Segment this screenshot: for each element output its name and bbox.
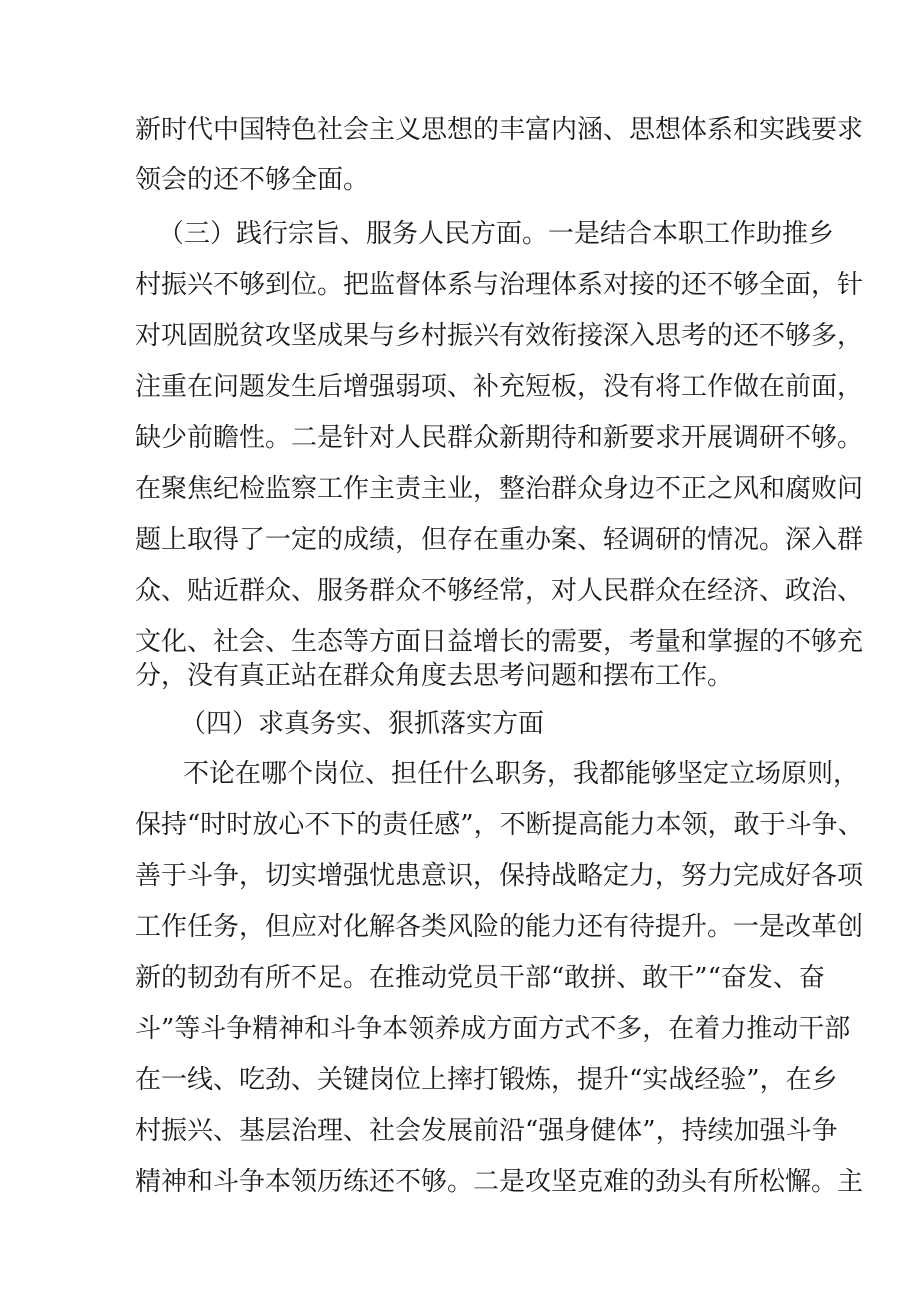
text-line: 工作任务，但应对化解各类风险的能力还有待提升。一是改革创 [135, 912, 864, 942]
text-line: 在聚焦纪检监察工作主责主业，整治群众身边不正之风和腐败问 [135, 474, 864, 504]
section-heading: （四）求真务实、狠抓落实方面 [180, 709, 545, 739]
text-line: 缺少前瞻性。二是针对人民群众新期待和新要求开展调研不够。 [135, 423, 864, 453]
text-line: 村振兴、基层治理、社会发展前沿“强身健体”，持续加强斗争 [135, 1116, 838, 1146]
text-line: 题上取得了一定的成绩，但存在重办案、轻调研的情况。深入群 [135, 525, 864, 555]
text-line: 众、贴近群众、服务群众不够经常，对人民群众在经济、政治、 [135, 576, 864, 606]
text-line: 精神和斗争本领历练还不够。二是攻坚克难的劲头有所松懈。主 [135, 1167, 864, 1197]
text-line: 斗”等斗争精神和斗争本领养成方面方式不多，在着力推动干部 [135, 1014, 851, 1044]
text-line: 注重在问题发生后增强弱项、补充短板，没有将工作做在前面， [135, 372, 864, 402]
text-line: 对巩固脱贫攻坚成果与乡村振兴有效衔接深入思考的还不够多， [135, 321, 864, 351]
text-line: 分，没有真正站在群众角度去思考问题和摆布工作。 [135, 661, 734, 691]
text-line: 新时代中国特色社会主义思想的丰富内涵、思想体系和实践要求 [135, 115, 864, 145]
text-line: 新的韧劲有所不足。在推动党员干部“敢拼、敢干”“奋发、奋 [135, 963, 825, 993]
text-line: 文化、社会、生态等方面日益增长的需要，考量和掌握的不够充 [135, 627, 864, 657]
text-line: 领会的还不够全面。 [135, 165, 370, 195]
text-line: 在一线、吃劲、关键岗位上摔打锻炼，提升“实战经验”，在乡 [135, 1065, 838, 1095]
text-line: 不论在哪个岗位、担任什么职务，我都能够坚定立场原则， [183, 759, 860, 789]
text-line: 善于斗争，切实增强忧患意识，保持战略定力，努力完成好各项 [135, 861, 864, 891]
text-line: 村振兴不够到位。把监督体系与治理体系对接的还不够全面，针 [135, 270, 864, 300]
text-line: 保持“时时放心不下的责任感”，不断提高能力本领，敢于斗争、 [135, 810, 864, 840]
text-line: （三）践行宗旨、服务人民方面。一是结合本职工作助推乡 [158, 219, 835, 249]
